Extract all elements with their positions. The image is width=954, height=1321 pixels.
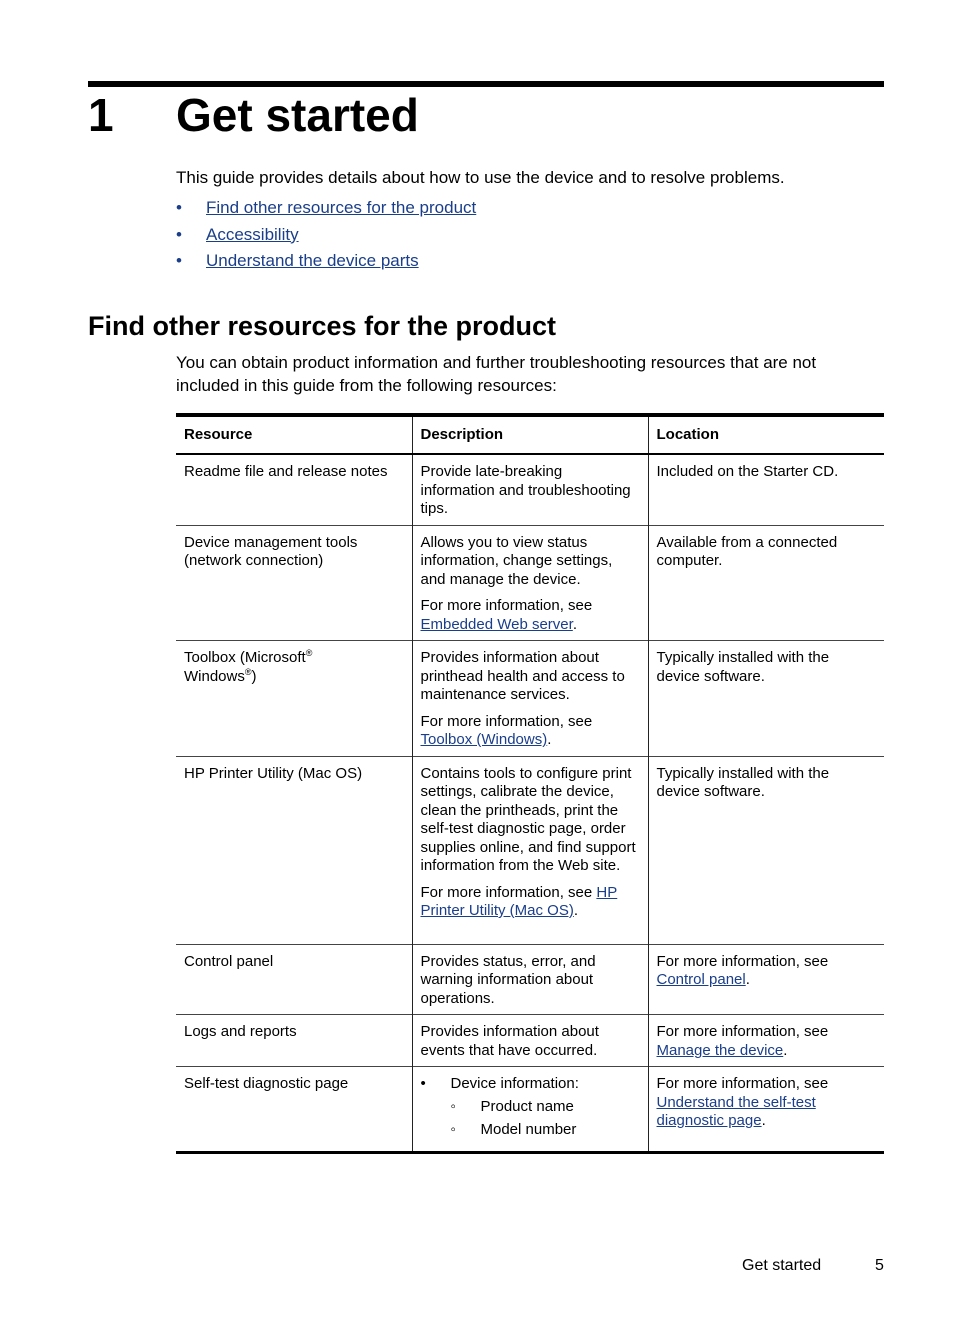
cell-description [412,525,648,641]
chapter-title: Get started [176,89,419,141]
registered-mark: ® [305,648,313,658]
toc-link-find-resources[interactable]: Find other resources for the product [206,198,477,217]
link-hp-printer-utility[interactable]: HP Printer Utility (Mac OS) [420,883,618,919]
header-location: Location [648,415,884,454]
toc-link-accessibility[interactable]: Accessibility [206,224,299,244]
table-row [176,454,884,525]
cell-resource: Control panel [176,944,412,1015]
cell-resource: Logs and reports [176,1015,412,1067]
link-control-panel[interactable]: Control panel [656,971,746,988]
chapter-intro: This guide provides details about how to use the device and to resolve problems. [176,168,785,187]
cell-resource: Device management tools (network connection) [176,525,412,641]
resources-table [176,413,884,1154]
table-row [176,525,884,641]
cell-resource: Toolbox (Microsoft® Windows®) [176,641,412,757]
link-manage-device[interactable]: Manage the device [656,1041,784,1059]
link-embedded-web-server[interactable]: Embedded Web server [420,615,573,633]
link-self-test-page[interactable]: Understand the self-test diagnostic page [656,1093,816,1129]
chapter-top-rule [88,81,884,87]
description-text: Provides information about printhead health and access to maintenance services. [420,649,625,703]
table-row [176,641,884,757]
table-row [176,756,884,944]
footer-chapter-title: Get started [742,1257,822,1274]
cell-resource: HP Printer Utility (Mac OS) [176,756,412,944]
section-intro: You can obtain product information and further troubleshooting resources that are not included in this guide from the following resources: [176,353,817,395]
list-item: ◦ Model number [451,1121,640,1140]
cell-description: Provides status, error, and warning information about operations. [412,944,648,1015]
cell-location: For more information, see Understand the self-test diagnostic page. [648,1067,884,1153]
cell-location: Typically installed with the device software. [648,641,884,757]
table-row [176,1015,884,1067]
cell-description [412,1067,648,1153]
bullet-icon: • [176,251,182,270]
see-also: For more information, see Toolbox (Windows). [420,712,593,748]
cell-resource: Readme file and release notes [184,463,388,480]
cell-location: Included on the Starter CD. [648,454,884,525]
cell-location: For more information, see Manage the device. [648,1015,884,1067]
header-resource: Resource [176,415,412,454]
see-also: For more information, see Embedded Web server. [420,597,593,633]
table-header-row [176,415,884,454]
link-toolbox-windows[interactable]: Toolbox (Windows) [420,731,548,748]
see-also: For more information, see HP Printer Utility (Mac OS). [420,883,618,919]
device-info-list [421,1075,640,1140]
cell-location: Available from a connected computer. [648,525,884,641]
footer-page-number: 5 [875,1257,884,1274]
chapter-number: 1 [88,89,114,141]
description-text: Allows you to view status information, change settings, and manage the device. [420,533,613,588]
header-description: Description [412,415,648,454]
cell-description [412,641,648,757]
cell-description: Provide late-breaking information and troubleshooting tips. [412,454,648,525]
cell-resource: Self-test diagnostic page [176,1067,412,1153]
description-text: Contains tools to configure print settings, calibrate the device, clean the printheads, print the self-test diagnostic page, order supplies online, and find support information from the Web site. [420,764,636,874]
toc-link-device-parts[interactable]: Understand the device parts [206,251,419,270]
table-row [176,1067,884,1153]
cell-description: Provides information about events that have occurred. [412,1015,648,1067]
cell-location: Typically installed with the device software. [648,756,884,944]
bullet-icon: • [176,198,182,217]
registered-mark: ® [244,666,252,677]
device-info-sublist [451,1098,640,1140]
cell-location: For more information, see Control panel. [648,944,884,1015]
section-title: Find other resources for the product [88,311,557,341]
cell-description [412,756,648,944]
table-row [176,944,884,1015]
list-item: ◦ Product name [451,1098,640,1117]
bullet-icon: • [176,224,182,244]
list-item: • Device information: ◦ Product name ◦ Model number [421,1075,640,1140]
